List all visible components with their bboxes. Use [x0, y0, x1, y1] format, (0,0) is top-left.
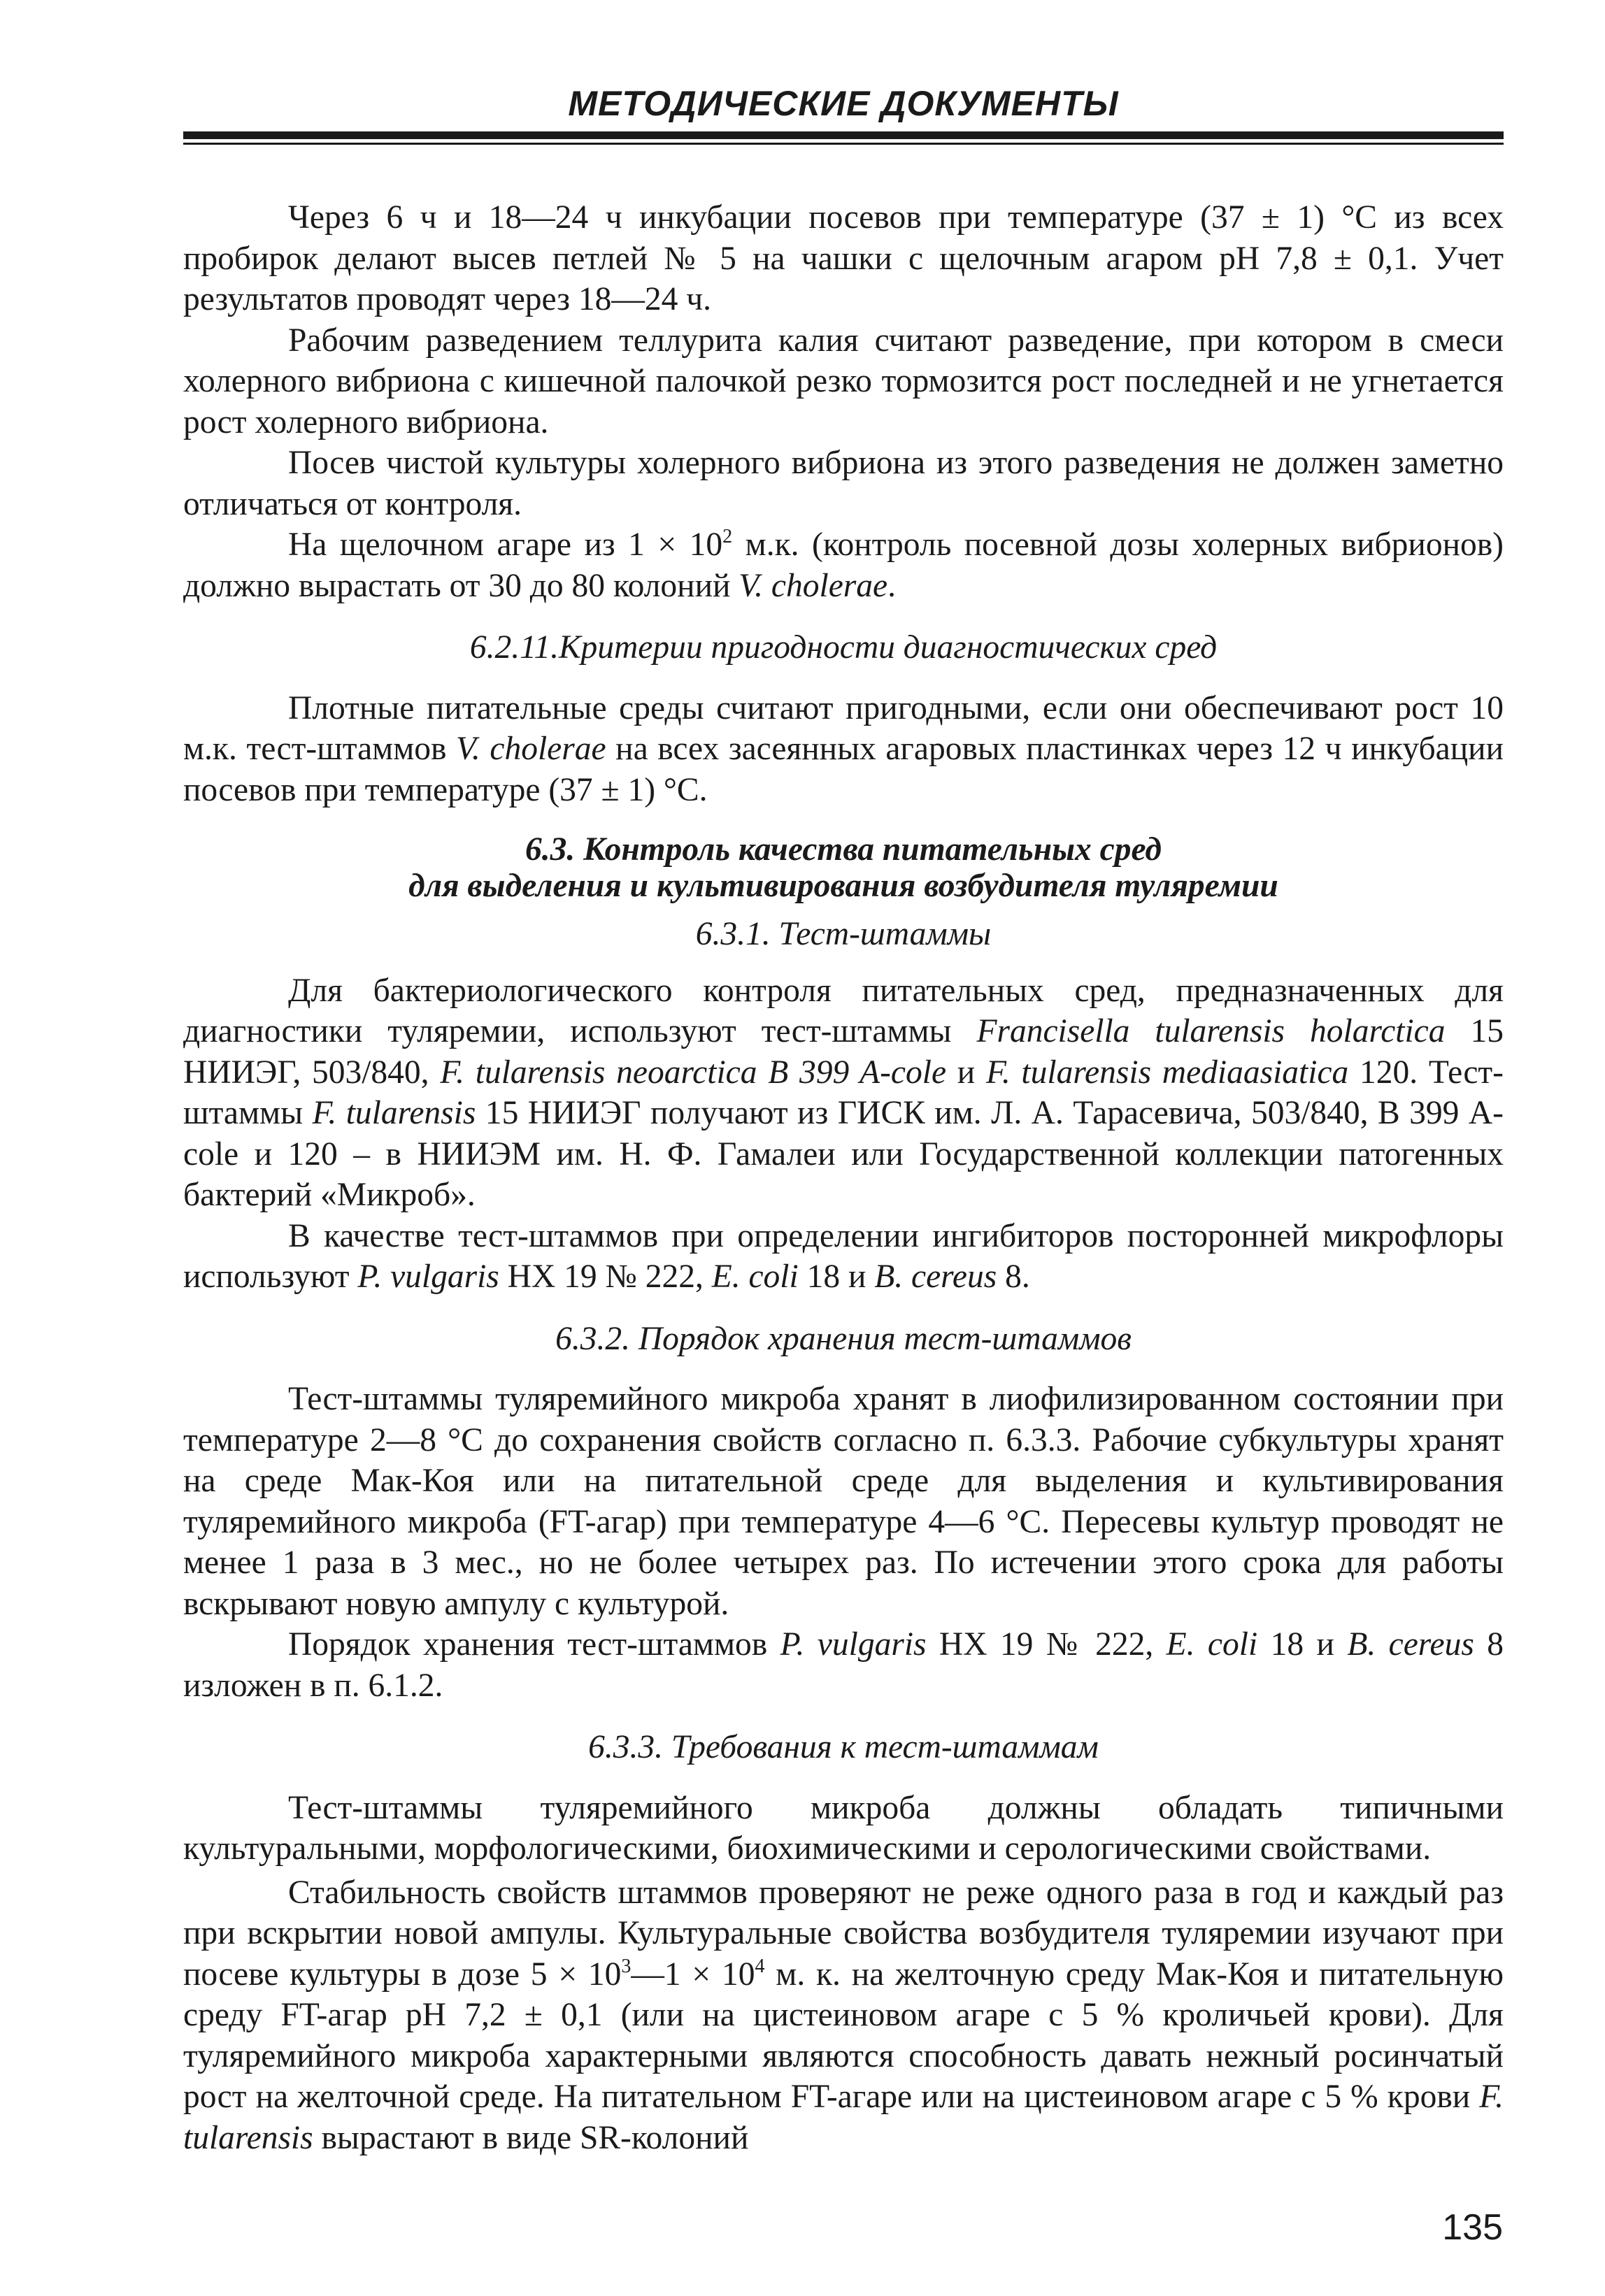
exponent: 3	[621, 1955, 632, 1977]
species-name: F. tularensis	[312, 1095, 476, 1131]
text: 120. Тест-штаммы	[183, 1054, 1504, 1131]
running-header: МЕТОДИЧЕСКИЕ ДОКУМЕНТЫ	[568, 84, 1119, 123]
species-name: B. cereus	[874, 1258, 997, 1295]
section-heading-6-3-3: 6.3.3. Требования к тест-штаммам	[588, 1729, 1099, 1765]
text: Порядок хранения тест-штаммов	[288, 1626, 780, 1663]
text: На щелочном агаре из 1 × 10	[288, 526, 723, 563]
paragraph-stability	[183, 1872, 1504, 2159]
paragraph-inhibitor-strains	[183, 1216, 1504, 1298]
text: Стабильность свойств штаммов проверяют не реже одного раза в год и каждый раз при вскрытии новой ампулы. Культуральные свойства возбудителя туляремии изучают при посеве культуры в дозе 5 × 10	[183, 1874, 1504, 1993]
exponent: 2	[722, 526, 733, 547]
paragraph-incubation: Через 6 ч и 18—24 ч инкубации посевов при температуре (37 ± 1) °С из всех пробирок делают высев петлей № 5 на чашки с щелочным агаром рН 7,8 ± 0,1. Учет результатов проводят через 18—24 ч.	[183, 199, 1504, 317]
paragraph-strain-properties: Тест-штаммы туляремийного микроба должны обладать типичными культуральными, морфологическими, биохимическими и серологическими свойствами.	[183, 1789, 1504, 1867]
text: 15 НИИЭГ, 503/840,	[183, 1013, 1504, 1091]
paragraph-storage-order	[183, 1624, 1504, 1706]
text: 8 изложен в п. 6.1.2.	[183, 1626, 1504, 1704]
page-number: 135	[1442, 2207, 1503, 2248]
text: 8.	[997, 1258, 1030, 1295]
exponent: 4	[755, 1955, 765, 1977]
paragraph-working-dilution: Рабочим разведением теллурита калия считают разведение, при котором в смеси холерного вибриона с кишечной палочкой резко тормозится рост последней и не угнетается рост холерного вибриона.	[183, 322, 1504, 440]
paragraph-dense-media	[183, 688, 1504, 811]
text: на всех засеянных агаровых пластинках через 12 ч инкубации посевов при температуре (37 ± 1) °С.	[183, 731, 1504, 808]
text: 15 НИИЭГ получают из ГИСК им. Л. А. Тарасевича, 503/840, В 399 А-cole и 120 – в НИИЭМ им. Н. Ф. Гамалеи или Государственной коллекции патогенных бактерий «Микроб».	[183, 1095, 1504, 1213]
text: В качестве тест-штаммов при определении ингибиторов посторонней микрофлоры используют	[183, 1217, 1504, 1295]
species-name: F. tularensis	[183, 2079, 1504, 2156]
text: 18 и	[798, 1258, 875, 1295]
species-name: P. vulgaris	[780, 1626, 927, 1663]
text: Для бактериологического контроля питательных сред, предназначенных для диагностики туляремии, используют тест-штаммы	[183, 972, 1504, 1049]
species-name: F. tularensis mediaasiatica	[985, 1054, 1349, 1091]
text: —1 × 10	[631, 1956, 755, 1993]
section-heading-6-3-2: 6.3.2. Порядок хранения тест-штаммов	[555, 1320, 1132, 1357]
species-name: E. coli	[1166, 1626, 1258, 1663]
text: Плотные питательные среды считают пригодными, если они обеспечивают рост 10 м.к. тест-штаммов	[183, 689, 1504, 767]
species-name: E. coli	[711, 1258, 799, 1295]
species-name: V. cholerae	[739, 567, 888, 604]
paragraph-storage: Тест-штаммы туляремийного микроба хранят в лиофилизированном состоянии при температуре 2—8 °С до сохранения свойств согласно п. 6.3.3. Рабочие субкультуры хранят на среде Мак-Коя или на питательной среде для выделения и культивирования туляремийного микроба (FT-агар) при температуре 4—6 °С. Пересевы культур проводят не менее 1 раза в 3 мес., но не более четырех раз. По истечении этого срока для работы вскрывают новую ампулу с культурой.	[183, 1381, 1504, 1622]
header-rule-thick	[183, 131, 1504, 139]
heading-line-1: 6.3. Контроль качества питательных сред	[525, 831, 1162, 868]
paragraph-pure-culture: Посев чистой культуры холерного вибриона из этого разведения не должен заметно отличаться от контроля.	[183, 445, 1504, 522]
species-name: P. vulgaris	[357, 1258, 499, 1295]
species-name: F. tularensis neoarctica B 399 A-cole	[440, 1054, 947, 1091]
section-heading-6-2-11: 6.2.11.Критерии пригодности диагностических сред	[469, 629, 1218, 666]
heading-line-2: для выделения и культивирования возбудителя туляремии	[408, 868, 1278, 904]
species-name: V. cholerae	[456, 731, 606, 767]
species-name: Francisella tularensis holarctica	[976, 1013, 1446, 1049]
text: вырастают в виде SR-колоний	[313, 2119, 749, 2156]
header-rule-thin	[183, 143, 1504, 145]
text: м. к. на желточную среду Мак-Коя и питательную среду FT-агар рН 7,2 ± 0,1 (или на цистеиновом агаре с 5 % кроличьей крови). Для туляремийного микроба характерными являются способность давать нежный росинчатый рост на желточной среде. На питательном FT-агаре или на цистеиновом агаре с 5 % крови	[183, 1956, 1504, 2115]
paragraph-test-strains	[183, 970, 1504, 1216]
section-heading-6-3-1: 6.3.1. Тест-штаммы	[695, 916, 992, 952]
paragraph-alkaline-agar	[183, 524, 1504, 606]
text: 18 и	[1257, 1626, 1348, 1663]
text: НХ 19 № 222,	[499, 1258, 712, 1295]
text: .	[887, 567, 896, 604]
text: НХ 19 № 222,	[926, 1626, 1167, 1663]
document-body	[183, 197, 1504, 2158]
text: м.к. (контроль посевной дозы холерных вибрионов) должно вырастать от 30 до 80 колоний	[183, 526, 1504, 604]
text: и	[946, 1054, 986, 1091]
section-heading-6-3	[183, 831, 1504, 904]
species-name: B. cereus	[1347, 1626, 1474, 1663]
